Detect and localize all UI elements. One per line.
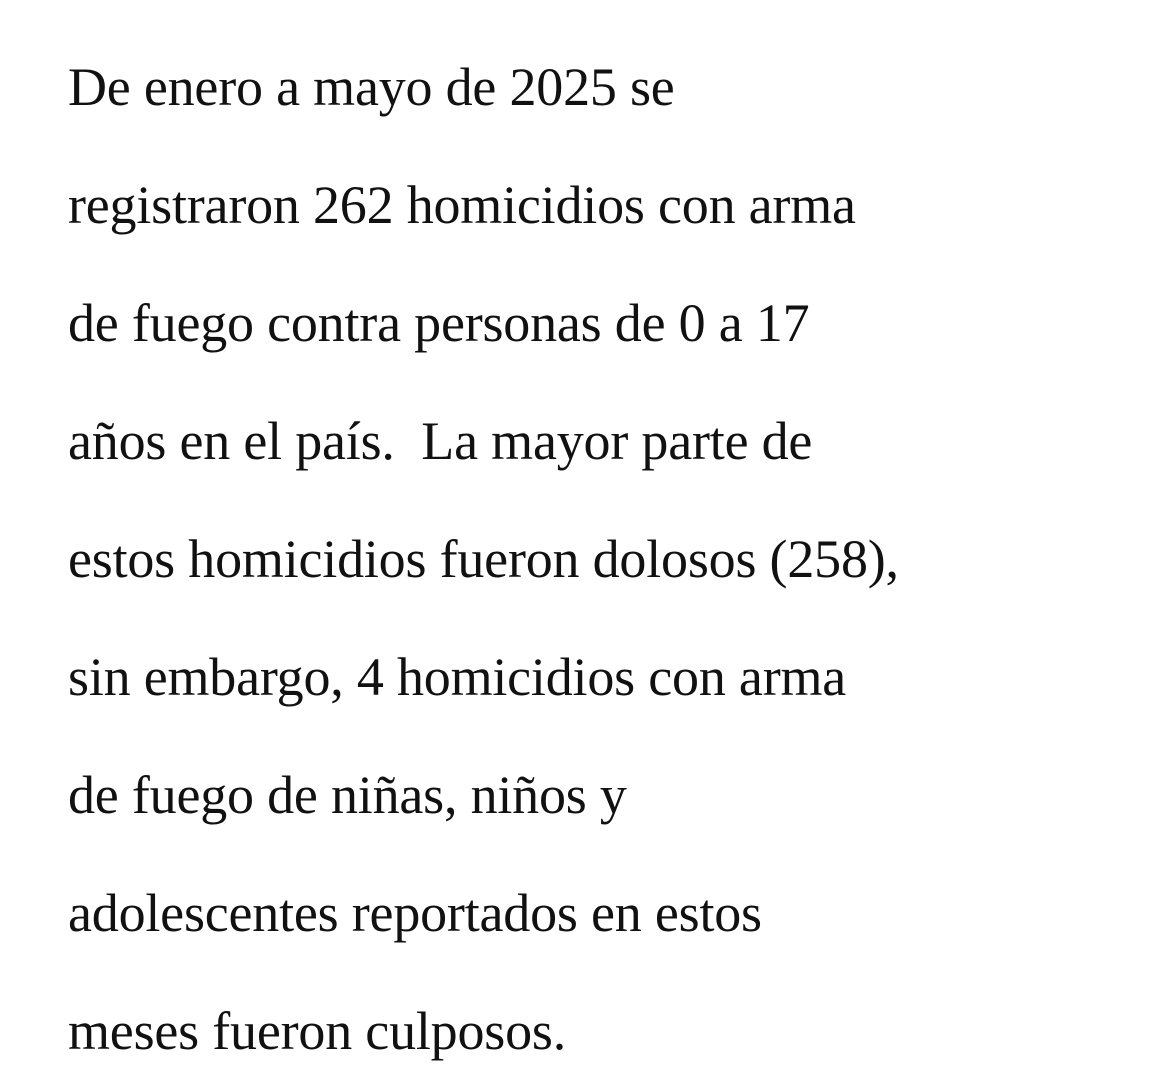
paragraph-line: adolescentes reportados en estos	[68, 883, 762, 943]
paragraph-line: estos homicidios fueron dolosos (258),	[68, 529, 899, 589]
paragraph-line: años en el país. La mayor parte de	[68, 411, 813, 471]
paragraph-line: registraron 262 homicidios con arma	[68, 175, 856, 235]
paragraph-line: sin embargo, 4 homicidios con arma	[68, 647, 847, 707]
body-paragraph	[68, 0, 1148, 1090]
paragraph-line: meses fueron culposos.	[68, 1001, 567, 1061]
paragraph-line: de fuego de niñas, niños y	[68, 765, 627, 825]
paragraph-line: de fuego contra personas de 0 a 17	[68, 293, 810, 353]
paragraph-line: De enero a mayo de 2025 se	[68, 57, 675, 117]
